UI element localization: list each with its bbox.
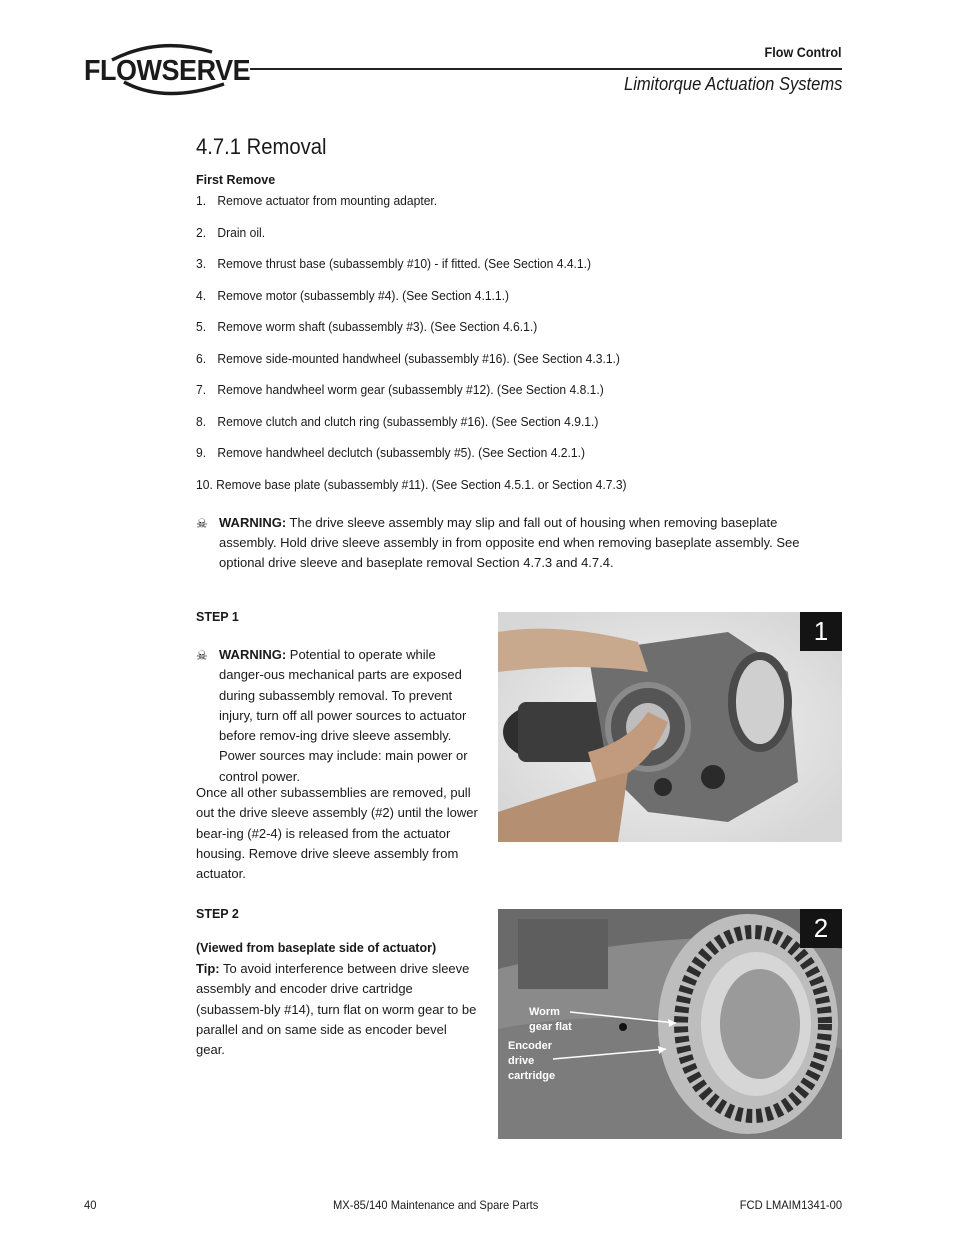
list-item: 1. Remove actuator from mounting adapter. <box>196 193 438 208</box>
header-rule <box>250 68 842 70</box>
figure-1-photo <box>498 612 842 842</box>
figure-2-photo <box>498 909 842 1139</box>
step1-warning: ☠ WARNING: Potential to operate while danger-ous mechanical parts are exposed during subassembly removal. To prevent injury, turn off all power sources to actuator before remov-ing drive sleeve assembly. Power sources may include: main power or control power. <box>196 647 468 784</box>
list-item: 7. Remove handwheel worm gear (subassembly #12). (See Section 4.8.1.) <box>196 382 604 397</box>
skull-crossbones-icon: ☠ <box>196 648 208 663</box>
product-line: Limitorque Actuation Systems <box>623 74 842 94</box>
figure-number-badge: 2 <box>800 909 842 948</box>
worm-gear-callout: Worm gear flat <box>529 1006 572 1033</box>
encoder-callout: Encoder drive cartridge <box>508 1040 556 1082</box>
step2-tip: Tip: To avoid interference between drive sleeve assembly and encoder drive cartridge (subassem-bly #14), turn flat on worm gear to be parallel and on same side as encoder bevel gear. <box>196 961 477 1058</box>
list-item: 8. Remove clutch and clutch ring (subassembly #16). (See Section 4.9.1.) <box>196 414 599 429</box>
figure-number-badge: 1 <box>800 612 842 651</box>
logo-swoosh <box>84 38 244 100</box>
list-item: 9. Remove handwheel declutch (subassembly #5). (See Section 4.2.1.) <box>196 445 586 460</box>
step1-body: Once all other subassemblies are removed, pull out the drive sleeve assembly (#2) until the lower bear-ing (#2-4) is released from the actuator housing. Remove drive sleeve assembly from actuator. <box>196 785 478 882</box>
step2-view-note: (Viewed from baseplate side of actuator) <box>196 941 437 955</box>
step1-label: STEP 1 <box>196 610 239 624</box>
division-label: Flow Control <box>765 44 842 60</box>
list-item: 6. Remove side-mounted handwheel (subassembly #16). (See Section 4.3.1.) <box>196 351 620 366</box>
list-item: 5. Remove worm shaft (subassembly #3). (See Section 4.6.1.) <box>196 319 538 334</box>
actuator-drive-sleeve-image <box>498 612 842 842</box>
skull-crossbones-icon: ☠ <box>196 516 208 531</box>
page-number: 40 <box>84 1198 97 1212</box>
list-item: 2. Drain oil. <box>196 225 266 240</box>
step2-label: STEP 2 <box>196 907 239 921</box>
first-remove-heading: First Remove <box>196 173 276 187</box>
flowserve-logo: FLOWSERVE <box>84 38 244 100</box>
doc-title: MX-85/140 Maintenance and Spare Parts <box>333 1198 539 1212</box>
list-item: 10. Remove base plate (subassembly #11). (See Section 4.5.1. or Section 4.7.3) <box>196 477 627 492</box>
list-item: 3. Remove thrust base (subassembly #10) - if fitted. (See Section 4.4.1.) <box>196 256 592 271</box>
section-title: 4.7.1 Removal <box>196 134 327 159</box>
baseplate-warning: ☠ WARNING: The drive sleeve assembly may slip and fall out of housing when removing baseplate assembly. Hold drive sleeve assembly in from opposite end when removing baseplate assembly. See optional drive sleeve and baseplate removal Section 4.7.3 and 4.7.4. <box>196 515 800 570</box>
doc-code: FCD LMAIM1341-00 <box>739 1198 842 1212</box>
list-item: 4. Remove motor (subassembly #4). (See Section 4.1.1.) <box>196 288 510 303</box>
